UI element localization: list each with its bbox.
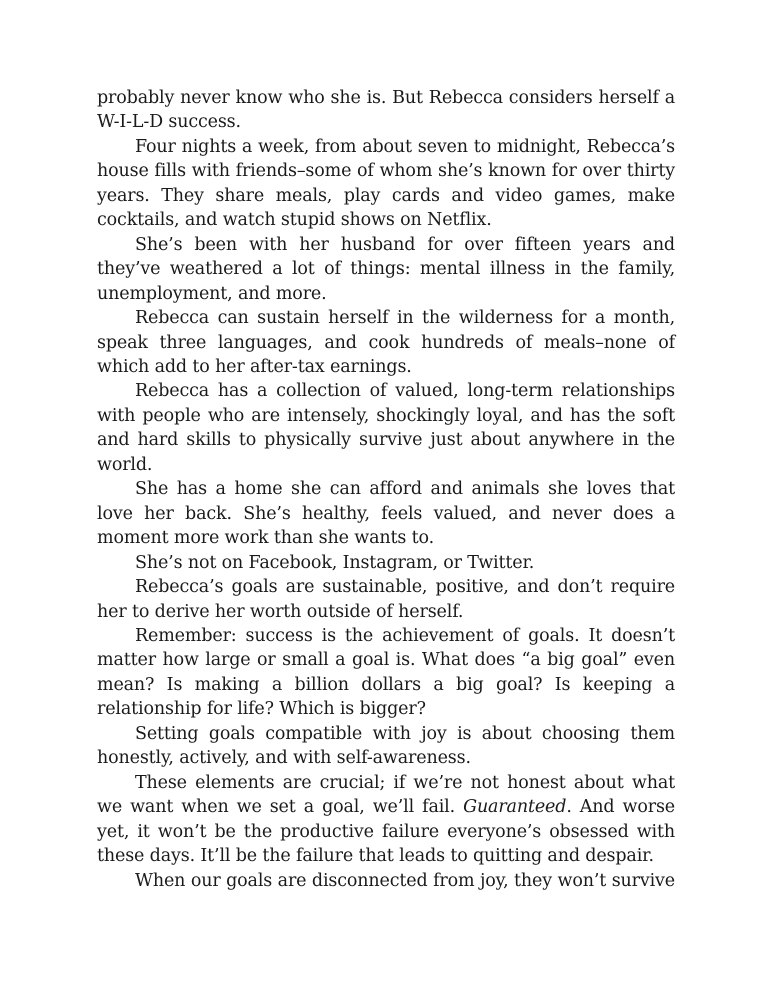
paragraph-7: She’s not on Facebook, Instagram, or Twitter. [135, 552, 535, 573]
paragraph-9: Remember: success is the achievement of goals. It doesn’t matter how large or small a goal is. What does “a big goal” even mean? Is making a billion dollars a big goal? Is keeping a relationship for life? Which is bigger? [97, 625, 675, 720]
paragraph-4: Rebecca can sustain herself in the wilderness for a month, speak three languages, and cook hundreds of meals–none of which add to her after-tax earnings. [97, 308, 675, 377]
paragraph-11-start: These elements are crucial; if we’re not honest about what we want when we set a goal, we’ll fail. [97, 772, 675, 818]
book-page-body [97, 86, 675, 893]
paragraph-1: probably never know who she is. But Rebecca considers herself a W-I-L-D success. [97, 88, 675, 133]
paragraph-8: Rebecca’s goals are sustainable, positive, and don’t require her to derive her worth outside of herself. [97, 577, 675, 622]
paragraph-11-end: . And worse yet, it won’t be the productive failure everyone’s obsessed with these days. It’ll be the failure that leads to quitting and despair. [97, 797, 675, 867]
paragraph-3: She’s been with her husband for over fifteen years and they’ve weathered a lot of things: mental illness in the family, unemployment, and more. [97, 234, 675, 304]
paragraph-5: Rebecca has a collection of valued, long-term relationships with people who are intensely, shockingly loyal, and has the soft and hard skills to physically survive just about anywhere in the world. [97, 381, 675, 475]
paragraph-12: When our goals are disconnected from joy, they won’t survive [135, 870, 675, 891]
paragraph-2: Four nights a week, from about seven to midnight, Rebecca’s house fills with friends–some of whom she’s known for over thirty years. They share meals, play cards and video games, make cocktails, and watch stupid shows on Netflix. [97, 136, 675, 231]
paragraph-11 [97, 771, 675, 869]
paragraph-6: She has a home she can afford and animals she loves that love her back. She’s healthy, feels valued, and never does a moment more work than she wants to. [97, 479, 675, 549]
paragraph-10: Setting goals compatible with joy is about choosing them honestly, actively, and with self-awareness. [97, 723, 675, 769]
emphasis-guaranteed: Guaranteed [463, 797, 567, 818]
